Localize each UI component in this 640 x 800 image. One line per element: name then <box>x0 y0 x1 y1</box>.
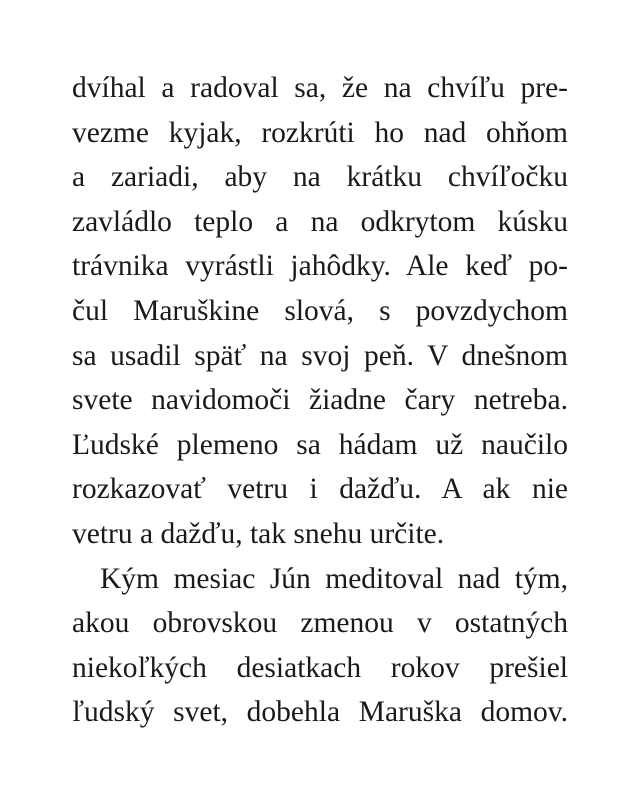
text-line: trávnika vyrástli jahôdky. Ale keď po- <box>72 250 568 283</box>
text-line: dvíhal a radoval sa, že na chvíľu pre- <box>72 72 568 104</box>
text-line: vetru a dažďu, tak snehu určite. <box>72 517 445 550</box>
text-line: akou obrovskou zmenou v ostatných <box>72 607 568 640</box>
text-line: Ľudské plemeno sa hádam už naučilo <box>72 428 568 461</box>
text-line: rozkazovať vetru i dažďu. A ak nie <box>72 473 568 506</box>
text-line: svete navidomoči žiadne čary netreba. <box>72 384 568 417</box>
paragraph-1 <box>72 66 568 557</box>
text-line: ľudský svet, dobehla Maruška domov. <box>72 696 568 729</box>
text-line: zavládlo teplo a na odkrytom kúsku <box>72 205 568 238</box>
book-page <box>72 66 568 735</box>
paragraph-2 <box>72 557 568 735</box>
text-line: Kým mesiac Jún meditoval nad tým, <box>100 562 568 595</box>
text-line: niekoľkých desiatkach rokov prešiel <box>72 651 568 684</box>
text-line: čul Maruškine slová, s povzdychom <box>72 294 568 327</box>
text-line: a zariadi, aby na krátku chvíľočku <box>72 161 568 194</box>
text-line: sa usadil späť na svoj peň. V dnešnom <box>72 339 568 372</box>
text-line: vezme kyjak, rozkrúti ho nad ohňom <box>72 116 568 149</box>
